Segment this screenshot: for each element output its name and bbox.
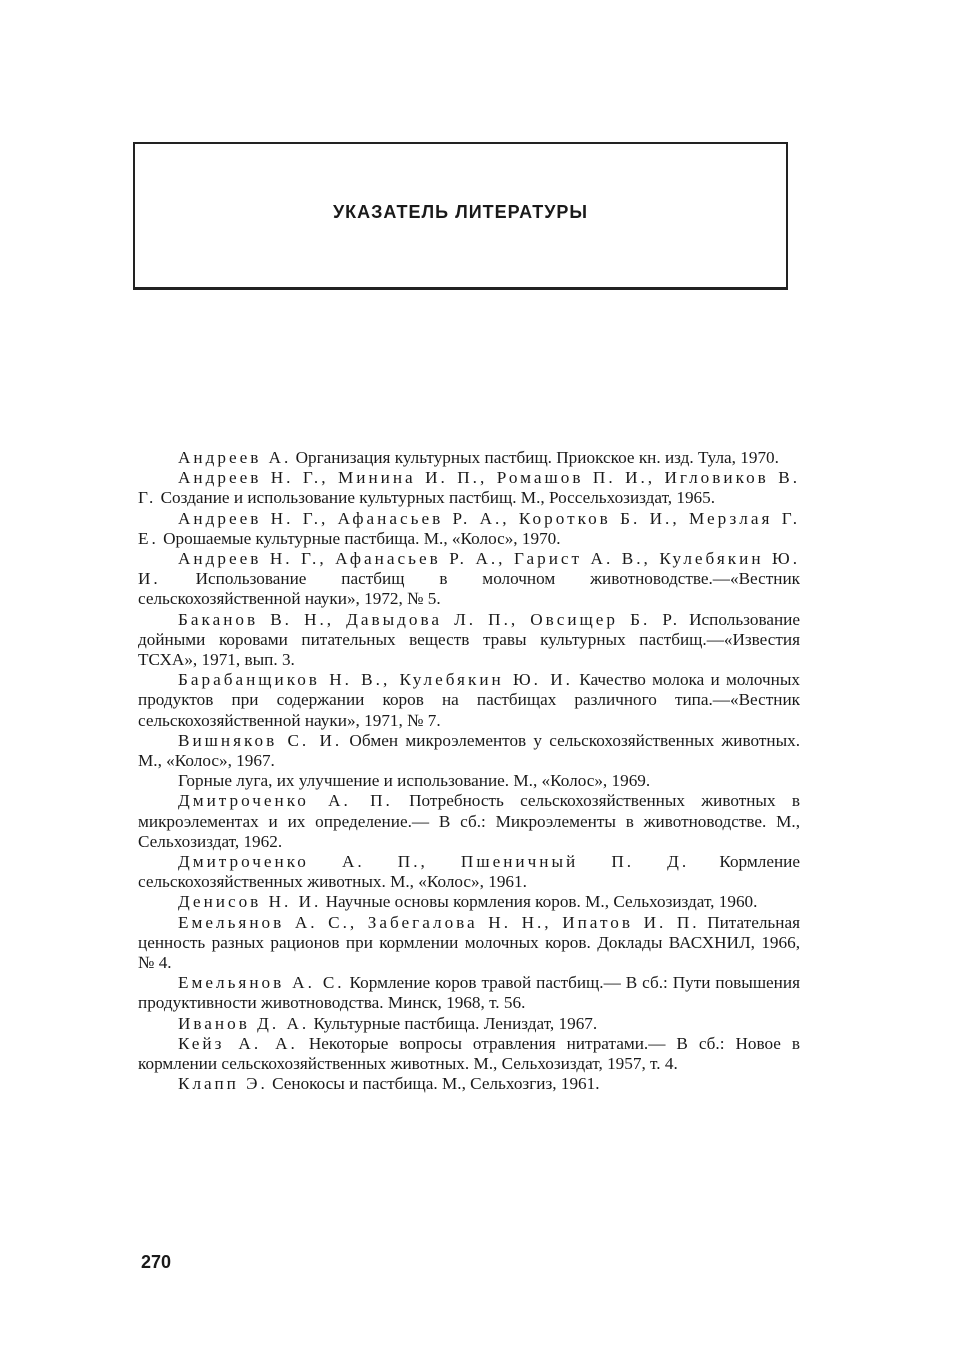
reference-authors: Клапп Э. — [178, 1074, 268, 1094]
reference-entry — [138, 448, 800, 468]
reference-authors: Дмитроченко А. П., Пшеничный П. Д. — [178, 852, 690, 872]
reference-entry — [138, 852, 800, 892]
reference-entry — [138, 1074, 800, 1094]
reference-entry — [138, 610, 800, 671]
reference-authors: Андреев Н. Г., Минина И. П., Ромашов П. И., Игловиков В. Г. — [138, 468, 800, 508]
reference-authors: Андреев А. — [178, 448, 292, 467]
reference-entry — [138, 892, 800, 912]
reference-text: Некоторые вопросы отравления нитратами.— В сб.: Новое в кормлении сельскохозяйственных животных. М., Сельхозиздат, 1957, т. 4. — [138, 1033, 801, 1074]
reference-authors: Барабанщиков Н. В., Кулебякин Ю. И. — [178, 670, 573, 690]
reference-list — [138, 448, 800, 1095]
reference-entry — [138, 913, 800, 974]
reference-authors: Иванов Д. А. — [178, 1013, 310, 1033]
reference-entry — [138, 468, 800, 508]
reference-entry — [138, 509, 800, 549]
reference-text: Горные луга, их улучшение и использование. М., «Колос», 1969. — [178, 771, 651, 791]
reference-entry — [138, 1014, 800, 1034]
reference-authors: Андреев Н. Г., Афанасьев Р. А., Гарист А. В., Кулебякин Ю. И. — [138, 549, 800, 589]
reference-authors: Андреев Н. Г., Афанасьев Р. А., Коротков Б. И., Мерзлая Г. Е. — [138, 508, 800, 548]
reference-text: Кормление коров травой пастбищ.— В сб.: Пути повышения продуктивности животноводства. Минск, 1968, т. 56. — [138, 973, 800, 1013]
reference-text: Научные основы кормления коров. М., Сельхозиздат, 1960. — [321, 892, 758, 912]
title-frame — [133, 142, 788, 290]
reference-text: Сенокосы и пастбища. М., Сельхозгиз, 1961. — [267, 1074, 600, 1094]
reference-entry — [138, 973, 800, 1013]
reference-authors: Баканов В. Н., Давыдова Л. П., Овсищер Б. Р. — [178, 609, 681, 629]
reference-authors: Денисов Н. И. — [178, 892, 322, 912]
reference-entry — [138, 1034, 800, 1074]
reference-authors: Емельянов А. С. — [178, 973, 345, 993]
reference-entry — [138, 791, 800, 852]
reference-text: Культурные пастбища. Лениздат, 1967. — [309, 1013, 598, 1033]
page-title: УКАЗАТЕЛЬ ЛИТЕРАТУРЫ — [332, 202, 589, 222]
reference-entry — [138, 731, 800, 771]
reference-authors: Дмитроченко А. П. — [178, 791, 393, 811]
reference-text: Использование пастбищ в молочном животноводстве.—«Вестник сельскохозяйственной науки», 1972, № 5. — [138, 569, 800, 609]
reference-text: Кормление сельскохозяйственных животных. М., «Колос», 1961. — [138, 852, 800, 892]
reference-text: Качество молока и молочных продуктов при содержании коров на пастбищах различного типа.—«Вестник сельскохозяйственной науки», 1971, № 7. — [138, 670, 800, 730]
reference-entry — [138, 771, 800, 791]
reference-text: Организация культурных пастбищ. Приокское кн. изд. Тула, 1970. — [291, 448, 779, 467]
reference-text: Потребность сельскохозяйственных животных в микроэлементах и их определение.— В сб.: Микроэлементы в животноводстве. М., Сельхозиздат, 1962. — [138, 791, 800, 851]
reference-authors: Емельянов А. С., Забегалова Н. Н., Ипатов И. П. — [178, 912, 700, 932]
reference-authors: Кейз А. А. — [178, 1033, 298, 1053]
reference-entry — [138, 670, 800, 731]
reference-text: Использование дойными коровами питательных веществ травы культурных пастбищ.—«Известия ТСХА», 1971, вып. 3. — [138, 609, 800, 670]
reference-text: Обмен микроэлементов у сельскохозяйственных животных. М., «Колос», 1967. — [138, 730, 801, 771]
page-number: 270 — [141, 1252, 172, 1272]
reference-text: Орошаемые культурные пастбища. М., «Колос», 1970. — [158, 528, 561, 548]
reference-text: Питательная ценность разных рационов при кормлении молочных коров. Доклады ВАСХНИЛ, 1966, № 4. — [138, 912, 800, 973]
reference-text: Создание и использование культурных пастбищ. М., Россельхозиздат, 1965. — [156, 488, 716, 508]
reference-authors: Вишняков С. И. — [178, 730, 343, 750]
reference-entry — [138, 549, 800, 610]
